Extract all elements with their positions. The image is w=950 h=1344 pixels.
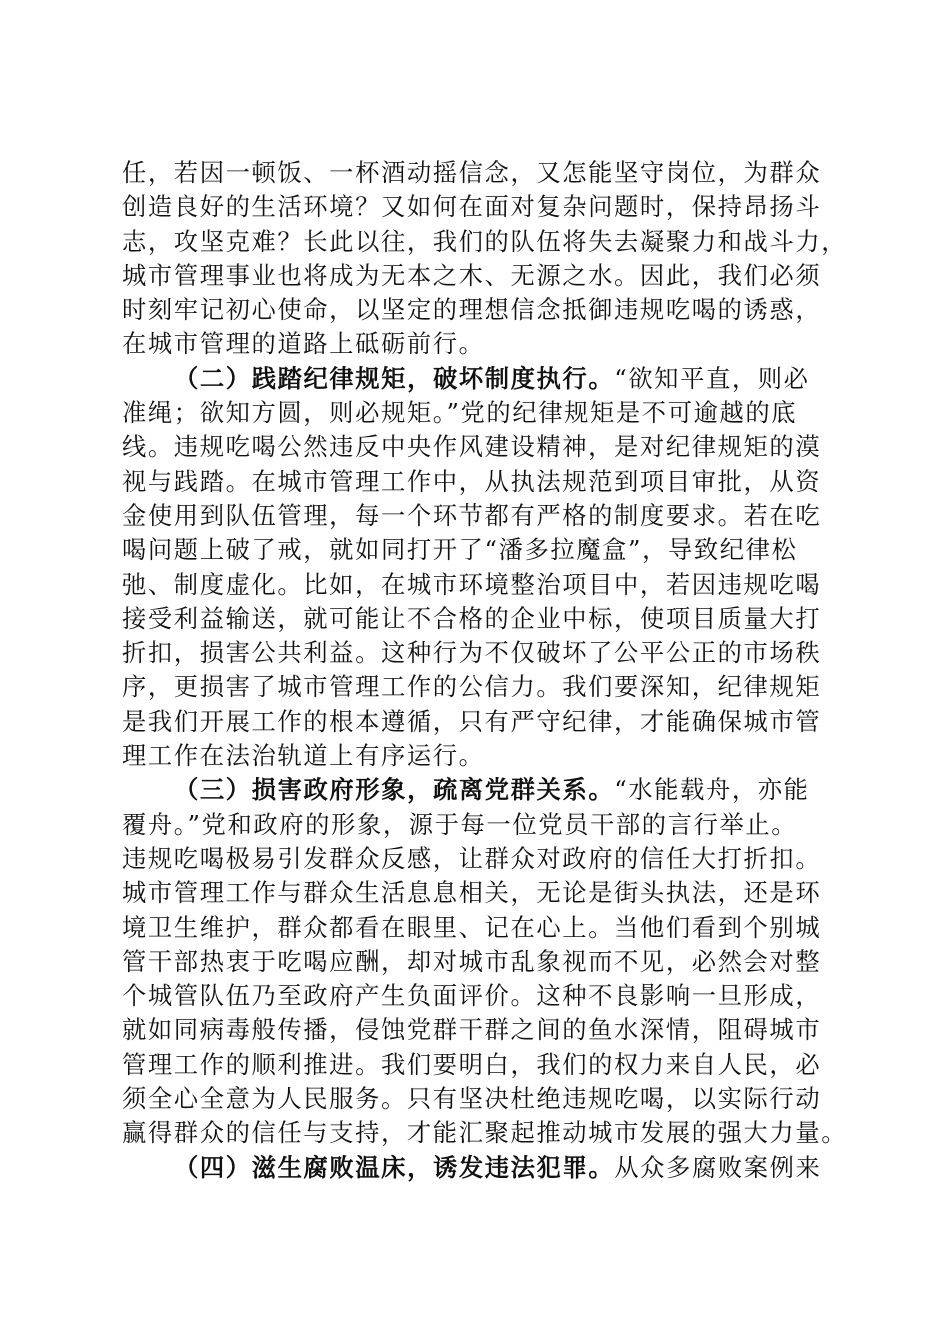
heading-followup-text: 从众多腐败案例来: [614, 1152, 822, 1182]
text-line: 喝问题上破了戒，就如同打开了“潘多拉魔盒”，导致纪律松: [122, 535, 798, 565]
text-line: 准绳；欲知方圆，则必规矩。”党的纪律规矩是不可逾越的底: [122, 398, 798, 428]
paragraph-section-3: [122, 773, 848, 1150]
paragraph-section-2: [122, 362, 828, 774]
text-line: 志，攻坚克难？长此以往，我们的队伍将失去凝聚力和战斗力，: [122, 226, 848, 256]
paragraph-first-line: [122, 362, 828, 396]
section-heading: （四）滋生腐败温床，诱发违法犯罪。: [174, 1152, 615, 1182]
paragraph-section-4: [122, 1151, 828, 1185]
heading-followup-text: “水能载舟，亦能: [614, 775, 810, 805]
text-line: 赢得群众的信任与支持，才能汇聚起推动城市发展的强大力量。: [122, 1118, 848, 1148]
paragraph-first-line: [122, 1151, 828, 1185]
section-heading: （三）损害政府形象，疏离党群关系。: [174, 775, 615, 805]
text-line: 视与践踏。在城市管理工作中，从执法规范到项目审批，从资: [122, 466, 822, 496]
text-line: 城市管理工作与群众生活息息相关，无论是街头执法，还是环: [122, 878, 822, 908]
text-line: 金使用到队伍管理，每一个环节都有严格的制度要求。若在吃: [122, 500, 822, 530]
paragraph-first-line: [122, 773, 828, 807]
section-heading: （二）践踏纪律规矩，破坏制度执行。: [174, 363, 615, 393]
text-line: 个城管队伍乃至政府产生负面评价。这种不良影响一旦形成，: [122, 981, 822, 1011]
text-line: 就如同病毒般传播，侵蚀党群干群之间的鱼水深情，阻碍城市: [122, 1015, 822, 1045]
text-line: 城市管理事业也将成为无本之木、无源之水。因此，我们必须: [122, 260, 822, 290]
text-line: 序，更损害了城市管理工作的公信力。我们要深知，纪律规矩: [122, 672, 822, 702]
text-line: 线。违规吃喝公然违反中央作风建设精神，是对纪律规矩的漠: [122, 432, 822, 462]
text-line: 在城市管理的道路上砥砺前行。: [122, 329, 485, 359]
text-line: 时刻牢记初心使命，以坚定的理想信念抵御违规吃喝的诱惑，: [122, 295, 822, 325]
paragraph-continuation: [122, 156, 848, 362]
text-line: 接受利益输送，就可能让不合格的企业中标，使项目质量大打: [122, 603, 822, 633]
document-body: [122, 156, 848, 1185]
text-line: 任，若因一顿饭、一杯酒动摇信念，又怎能坚守岗位，为群众: [122, 158, 822, 187]
text-line: 弛、制度虚化。比如，在城市环境整治项目中，若因违规吃喝: [122, 569, 822, 599]
text-line: 折扣，损害公共利益。这种行为不仅破坏了公平公正的市场秩: [122, 638, 822, 668]
text-line: 管理工作的顺利推进。我们要明白，我们的权力来自人民，必: [122, 1049, 822, 1079]
text-line: 违规吃喝极易引发群众反感，让群众对政府的信任大打折扣。: [122, 843, 822, 873]
text-line: 理工作在法治轨道上有序运行。: [122, 741, 485, 771]
text-line: 境卫生维护，群众都看在眼里、记在心上。当他们看到个别城: [122, 912, 822, 942]
text-line: 是我们开展工作的根本遵循，只有严守纪律，才能确保城市管: [122, 706, 822, 736]
heading-followup-text: “欲知平直，则必: [614, 363, 810, 393]
text-line: 覆舟。”党和政府的形象，源于每一位党员干部的言行举止。: [122, 809, 798, 839]
text-line: 管干部热衷于吃喝应酬，却对城市乱象视而不见，必然会对整: [122, 946, 822, 976]
text-line: 须全心全意为人民服务。只有坚决杜绝违规吃喝，以实际行动: [122, 1084, 822, 1114]
text-line: 创造良好的生活环境？又如何在面对复杂问题时，保持昂扬斗: [122, 192, 822, 222]
